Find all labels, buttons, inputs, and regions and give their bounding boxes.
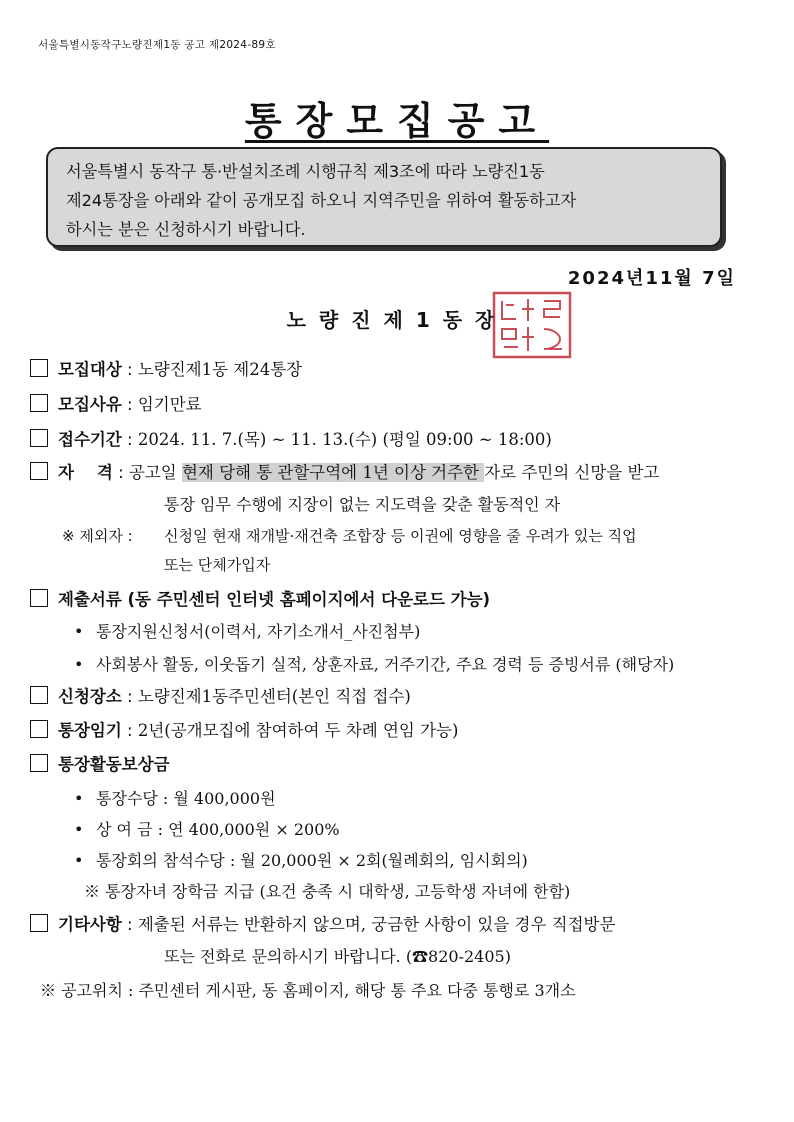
item-separator: : <box>127 687 133 706</box>
other-line-2: 또는 전화로 문의하시기 바랍니다. (☎820-2405) <box>164 947 511 966</box>
item-documents <box>30 586 490 610</box>
item-other <box>30 911 615 935</box>
checkbox-icon <box>30 686 48 704</box>
scholarship-note: ※ 통장자녀 장학금 지급 (요건 충족 시 대학생, 고등학생 자녀에 한함) <box>84 882 571 901</box>
list-item: • 통장수당 : 월 400,000원 <box>74 789 276 808</box>
item-compensation <box>30 751 170 775</box>
checkbox-icon <box>30 914 48 932</box>
intro-box <box>46 147 722 247</box>
item-label: 기타사항 <box>58 915 122 934</box>
checkbox-icon <box>30 394 48 412</box>
item-label: 통장임기 <box>58 721 122 740</box>
item-label: 자 격 <box>58 463 113 482</box>
title-text: 통장모집공고 <box>244 99 550 143</box>
item-value-pre: 공고일 <box>128 463 182 482</box>
exclusion-line-2: 또는 단체가입자 <box>164 556 271 574</box>
item-label: 접수기간 <box>58 430 122 449</box>
checkbox-icon <box>30 754 48 772</box>
item-separator: : <box>127 430 133 449</box>
exclusion-line-1: 신청일 현재 재개발·재건축 조합장 등 이권에 영향을 줄 우려가 있는 직업 <box>164 527 637 545</box>
issuer-name: 노량진제1동장 <box>286 308 508 332</box>
checkbox-icon <box>30 359 48 377</box>
exclusion-label: ※ 제외자 : <box>62 527 133 545</box>
item-value: 노량진제1동 제24통장 <box>137 360 303 379</box>
item-separator: : <box>127 360 133 379</box>
item-label: 통장활동보상금 <box>58 755 170 774</box>
item-value: 노량진제1동주민센터(본인 직접 접수) <box>137 687 411 706</box>
item-reason <box>30 391 202 415</box>
notice-reference-number: 서울특별시동작구노량진제1동 공고 제2024-89호 <box>38 39 276 51</box>
list-item: • 통장회의 참석수당 : 월 20,000원 × 2회(월례회의, 임시회의) <box>74 851 528 870</box>
item-separator: : <box>118 463 124 482</box>
item-term <box>30 717 458 741</box>
item-label: 신청장소 <box>58 687 122 706</box>
checkbox-icon <box>30 589 48 607</box>
official-seal-icon <box>488 291 574 361</box>
item-separator: : <box>127 395 133 414</box>
item-separator: : <box>127 915 133 934</box>
checkbox-icon <box>30 462 48 480</box>
list-item: • 통장지원신청서(이력서, 자기소개서_사진첨부) <box>74 622 421 641</box>
item-value: 2024. 11. 7.(목) ~ 11. 13.(수) (평일 09:00 ~ 18:00) <box>137 430 552 449</box>
qualification-line-2: 통장 임무 수행에 지장이 없는 지도력을 갖춘 활동적인 자 <box>164 495 561 514</box>
item-value-post: 자로 주민의 신망을 받고 <box>484 463 660 482</box>
intro-line-2: 제24통장을 아래와 같이 공개모집 하오니 지역주민을 위하여 활동하고자 <box>66 191 577 210</box>
item-separator: : <box>127 721 133 740</box>
posting-location: ※ 공고위치 : 주민센터 게시판, 동 홈페이지, 해당 통 주요 다중 통행로 3개소 <box>40 981 576 1000</box>
item-label: 제출서류 (동 주민센터 인터넷 홈페이지에서 다운로드 가능) <box>58 590 491 609</box>
page-title <box>0 90 794 145</box>
list-item: • 상 여 금 : 연 400,000원 × 200% <box>74 820 340 839</box>
item-label: 모집대상 <box>58 360 122 379</box>
item-period <box>30 426 552 450</box>
list-item: • 사회봉사 활동, 이웃돕기 실적, 상훈자료, 거주기간, 주요 경력 등 증빙서류 (해당자) <box>74 655 675 674</box>
intro-line-1: 서울특별시 동작구 통·반설치조례 시행규칙 제3조에 따라 노량진1동 <box>66 162 545 181</box>
item-target <box>30 356 302 380</box>
item-value: 임기만료 <box>137 395 202 414</box>
item-value-highlight: 현재 당해 통 관할구역에 1년 이상 거주한 <box>181 463 485 482</box>
item-place <box>30 683 411 707</box>
checkbox-icon <box>30 720 48 738</box>
item-qualification <box>30 459 659 483</box>
notice-date: 2024년11월 7일 <box>567 268 736 289</box>
intro-line-3: 하시는 분은 신청하시기 바랍니다. <box>66 220 306 239</box>
item-value: 2년(공개모집에 참여하여 두 차례 연임 가능) <box>137 721 459 740</box>
item-value: 제출된 서류는 반환하지 않으며, 궁금한 사항이 있을 경우 직접방문 <box>137 915 616 934</box>
item-label: 모집사유 <box>58 395 122 414</box>
checkbox-icon <box>30 429 48 447</box>
